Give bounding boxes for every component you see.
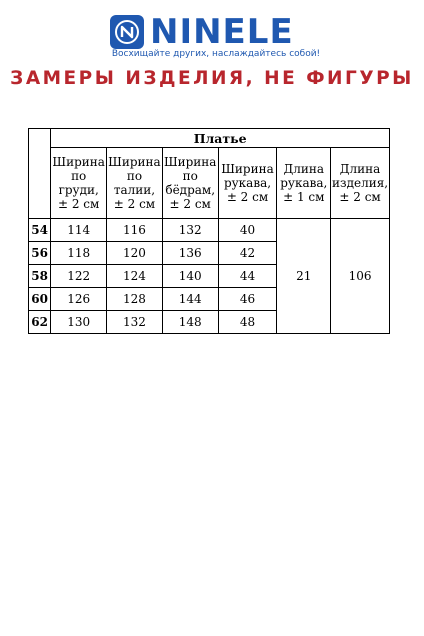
hips-value: 136 bbox=[162, 242, 218, 265]
chest-value: 126 bbox=[51, 288, 107, 311]
column-header-garment-length: Длина изделия, ± 2 см bbox=[331, 148, 390, 219]
size-label: 60 bbox=[29, 288, 51, 311]
sleeve-width-value: 44 bbox=[218, 265, 277, 288]
hips-value: 148 bbox=[162, 311, 218, 334]
waist-value: 116 bbox=[107, 219, 163, 242]
chest-value: 118 bbox=[51, 242, 107, 265]
chest-value: 130 bbox=[51, 311, 107, 334]
size-label: 58 bbox=[29, 265, 51, 288]
page-headline: ЗАМЕРЫ ИЗДЕЛИЯ, НЕ ФИГУРЫ bbox=[10, 68, 414, 89]
chest-value: 114 bbox=[51, 219, 107, 242]
hips-value: 144 bbox=[162, 288, 218, 311]
brand-name: NINELE bbox=[150, 12, 294, 52]
column-header-hips: Ширина по бёдрам, ± 2 см bbox=[162, 148, 218, 219]
column-header-waist: Ширина по талии, ± 2 см bbox=[107, 148, 163, 219]
column-header-chest: Ширина по груди, ± 2 см bbox=[51, 148, 107, 219]
sleeve-width-value: 46 bbox=[218, 288, 277, 311]
table-header-row bbox=[29, 148, 390, 219]
sleeve-length-value: 21 bbox=[277, 219, 331, 334]
sleeve-width-value: 42 bbox=[218, 242, 277, 265]
column-header-sleeve-width: Ширина рукава, ± 2 см bbox=[218, 148, 277, 219]
table-group-row bbox=[29, 129, 390, 148]
garment-length-value: 106 bbox=[331, 219, 390, 334]
table-corner bbox=[29, 129, 51, 219]
sleeve-width-value: 48 bbox=[218, 311, 277, 334]
size-label: 56 bbox=[29, 242, 51, 265]
size-label: 54 bbox=[29, 219, 51, 242]
table-row bbox=[29, 219, 390, 242]
hips-value: 140 bbox=[162, 265, 218, 288]
sleeve-width-value: 40 bbox=[218, 219, 277, 242]
column-header-sleeve-length: Длина рукава, ± 1 см bbox=[277, 148, 331, 219]
waist-value: 120 bbox=[107, 242, 163, 265]
brand-slogan: Восхищайте других, наслаждайтесь собой! bbox=[111, 49, 321, 59]
chest-value: 122 bbox=[51, 265, 107, 288]
waist-value: 128 bbox=[107, 288, 163, 311]
brand-logo bbox=[110, 14, 294, 50]
group-title: Платье bbox=[51, 129, 390, 148]
waist-value: 124 bbox=[107, 265, 163, 288]
waist-value: 132 bbox=[107, 311, 163, 334]
brand-mark-icon bbox=[110, 15, 144, 49]
size-table bbox=[28, 128, 390, 334]
hips-value: 132 bbox=[162, 219, 218, 242]
size-label: 62 bbox=[29, 311, 51, 334]
